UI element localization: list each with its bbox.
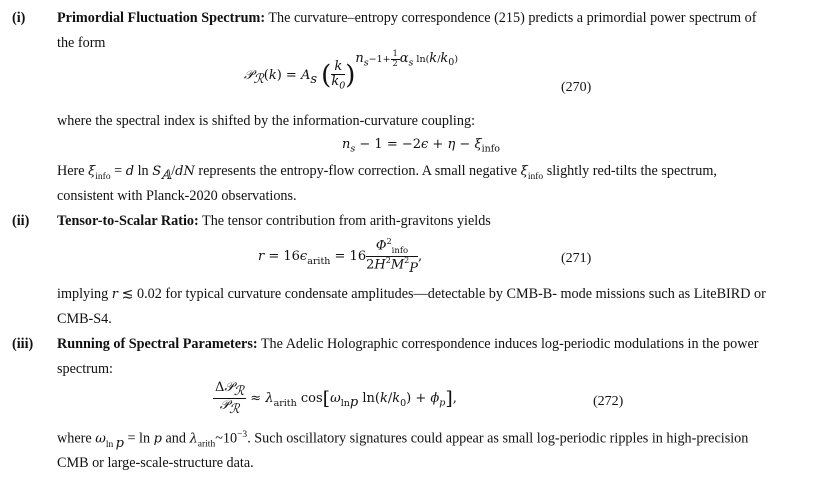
here-text-a: Here	[57, 163, 89, 179]
item-iii-after-line-1: where $\omega_{ln p} = \ln p$ and $\lambda_{arith}\sim 10^{-3}$. Such oscillatory signatures could appear as small log-periodic ripples in high-precision	[57, 430, 749, 451]
item-label-iii: (iii)	[12, 336, 34, 352]
item-iii-line-1	[57, 336, 758, 353]
item-i-text-1: The curvature–entropy correspondence (215) predicts a primordial power spectrum of	[265, 10, 757, 26]
equation-spectral-index: $n_s - 1 = -2\epsilon + \eta - \xi_{info}$	[342, 137, 501, 155]
item-label-i: (i)	[12, 10, 26, 26]
item-i-line-1	[57, 10, 756, 27]
here-text-b: represents the entropy-flow correction. A small negative	[194, 163, 521, 179]
item-ii-after-line-2: CMB-S4.	[57, 311, 112, 327]
item-ii-after-line-1: implying r ≲ 0.02 for typical curvature condensate amplitudes—detectable by CMB-B- mode missions such as LiteBIRD or	[57, 286, 766, 302]
item-iii-after-c: . Such oscillatory signatures could appear as small log-periodic ripples in high-precision	[247, 430, 749, 447]
equation-270: 𝒫$_ℛ$(k) = $A_s$ ( $\frac{k}{k_0}$ )$^{n_s-1+ \frac{1}{2} \alpha_s ln(k/k_0)}$	[244, 49, 459, 92]
item-iii-after-a: where	[57, 430, 96, 447]
equation-271: $r = 16\epsilon_{arith} = 16$ $\frac{\Phi^2_{info}}{2H^2M^2_P}$ ,	[258, 237, 423, 276]
item-i-here-line-2: consistent with Planck-2020 observations.	[57, 188, 297, 204]
eq-number-271: (271)	[561, 251, 592, 266]
item-ii-title: Tensor-to-Scalar Ratio:	[57, 213, 199, 229]
item-iii-title: Running of Spectral Parameters:	[57, 336, 258, 352]
item-ii-line-1	[57, 213, 491, 230]
item-i-after-eq: where the spectral index is shifted by the information-curvature coupling:	[57, 113, 476, 129]
item-ii-after-text: for typical curvature condensate amplitudes—detectable by CMB-B- mode missions such as LiteBIRD or	[161, 286, 766, 302]
item-iii-line-2: spectrum:	[57, 361, 113, 377]
item-iii-after-b: and	[161, 430, 190, 447]
here-text-c: slightly red-tilts the spectrum,	[543, 163, 717, 179]
item-i-title: Primordial Fluctuation Spectrum:	[57, 10, 266, 26]
item-i-here-line-1: Here $\xi_{info} = d$ $\ln S_𝔸/dN$ represents the entropy-flow correction. A small negative $\xi_{info}$ slightly red-tilts the spectrum,	[57, 163, 717, 183]
equation-272: $\frac{\Delta 𝒫_ℛ}{𝒫_ℛ}$ ≈ $\lambda_{arith}$ $\cos[\omega_{lnp}$ $\ln(k/k_0) + \phi_p$],	[215, 380, 457, 417]
item-i-line-2: the form	[57, 35, 106, 51]
item-iii-text-1: The Adelic Holographic correspondence induces log-periodic modulations in the power	[257, 336, 759, 352]
eq-number-270: (270)	[561, 80, 592, 95]
item-label-ii: (ii)	[12, 213, 30, 229]
item-ii-text-1: The tensor contribution from arith-gravitons yields	[198, 213, 491, 229]
eq-number-272: (272)	[593, 394, 624, 409]
item-iii-after-line-2: CMB or large-scale-structure data.	[57, 455, 254, 471]
